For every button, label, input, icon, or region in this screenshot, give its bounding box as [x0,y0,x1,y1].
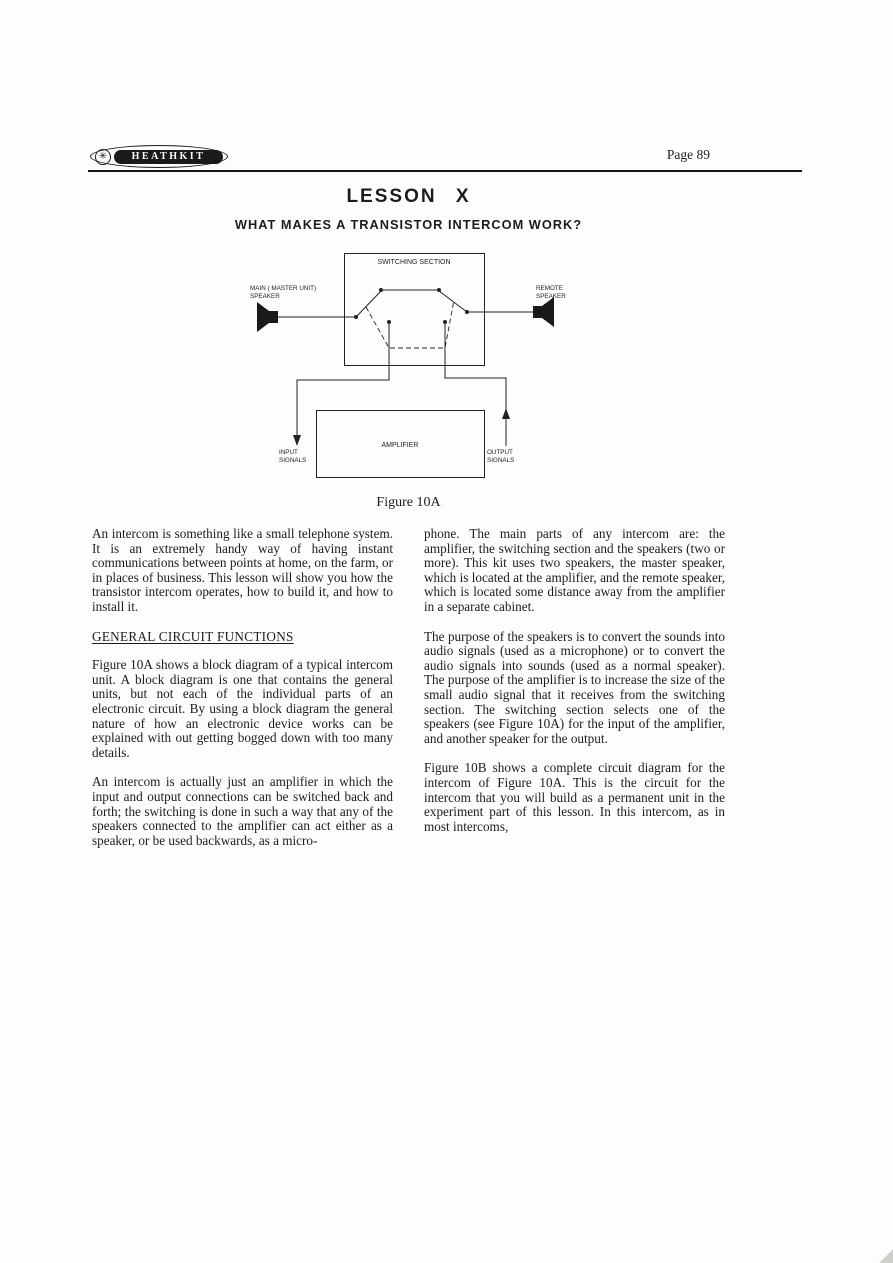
page-header [88,145,802,170]
remote-speaker-label-line1: REMOTE [535,285,563,292]
main-speaker-icon [257,302,278,332]
logo-text: HEATHKIT [131,151,206,162]
paragraph: The purpose of the speakers is to convert the sounds into audio signals (used as a microphone) or to convert the audio signals into sounds (used as a normal speaker). The purpose of the amplifier is to increase the size of the small audio signal that it receives from the switching section. The switching section selects one of the speakers (see Figure 10A) for the input of the amplifier, and another speaker for the output. [424,628,725,746]
remote-speaker-label-line2: SPEAKER [535,293,566,300]
switching-section-label: SWITCHING SECTION [376,259,451,266]
paragraph: Figure 10B shows a complete circuit diagram for the intercom of Figure 10A. This is the circuit for the intercom that you will build as a permanent unit in the experiment part of this lesson. In this intercom, as in most intercoms, [424,760,725,834]
lesson-title: LESSON X [346,186,471,207]
section-heading: GENERAL CIRCUIT FUNCTIONS [92,628,294,644]
paragraph: phone. The main parts of any intercom are: the amplifier, the switching section and the speakers (two or more). This kit uses two speakers, the master speaker, which is located at the amplifier, and the remote speaker, which is located some distance away from the amplifier in a separate cabinet. [424,526,725,614]
paragraph: An intercom is actually just an amplifier in which the input and output connections can be switched back and forth; the switching is done in such a way that any of the speakers connected to the amplifier can act either as a speaker, or be used backwards, as a micro- [92,774,393,848]
output-signals-label-line1: OUTPUT [486,449,513,456]
lesson-subtitle: WHAT MAKES A TRANSISTOR INTERCOM WORK? [234,217,583,232]
main-speaker-label-line1: MAIN ( MASTER UNIT) [249,285,316,292]
logo-band [114,150,223,164]
output-arrow-icon [502,408,510,419]
input-signals-label-line2: SIGNALS [278,457,306,464]
scan-corner-artifact [869,1239,893,1263]
switch-contacts [356,290,467,366]
output-signals-label-line2: SIGNALS [486,457,514,464]
input-arrow-icon [293,435,301,446]
switch-gang-link [366,300,454,348]
input-signals-label-line1: INPUT [278,449,298,456]
block-diagram-svg [249,250,569,482]
right-column [424,527,725,863]
article-columns [92,527,725,863]
remote-speaker-icon [533,297,554,327]
header-rule [88,170,802,172]
output-signal-line [445,365,506,446]
logo-emblem-icon: ✳ [95,149,111,165]
figure-caption: Figure 10A [376,495,441,510]
paragraph: Figure 10A shows a block diagram of a typical intercom unit. A block diagram is one that contains the general units, but not each of the individual parts of an electronic circuit. By using a block diagram the general nature of how an electronic device works can be explained with out getting bogged down with too many details. [92,657,393,760]
input-signal-line [297,365,389,440]
main-speaker-label-line2: SPEAKER [249,293,280,300]
paragraph: An intercom is something like a small telephone system. It is an extremely handy way of having instant communications between points at home, on the farm, or in places of business. This lesson will show you how the transistor intercom operates, how to build it, and how to install it. [92,526,393,614]
left-column [92,527,393,863]
page-number: Page 89 [666,147,710,162]
amplifier-label: AMPLIFIER [381,442,418,449]
figure-10a-diagram [92,250,725,482]
heathkit-logo [90,145,228,168]
